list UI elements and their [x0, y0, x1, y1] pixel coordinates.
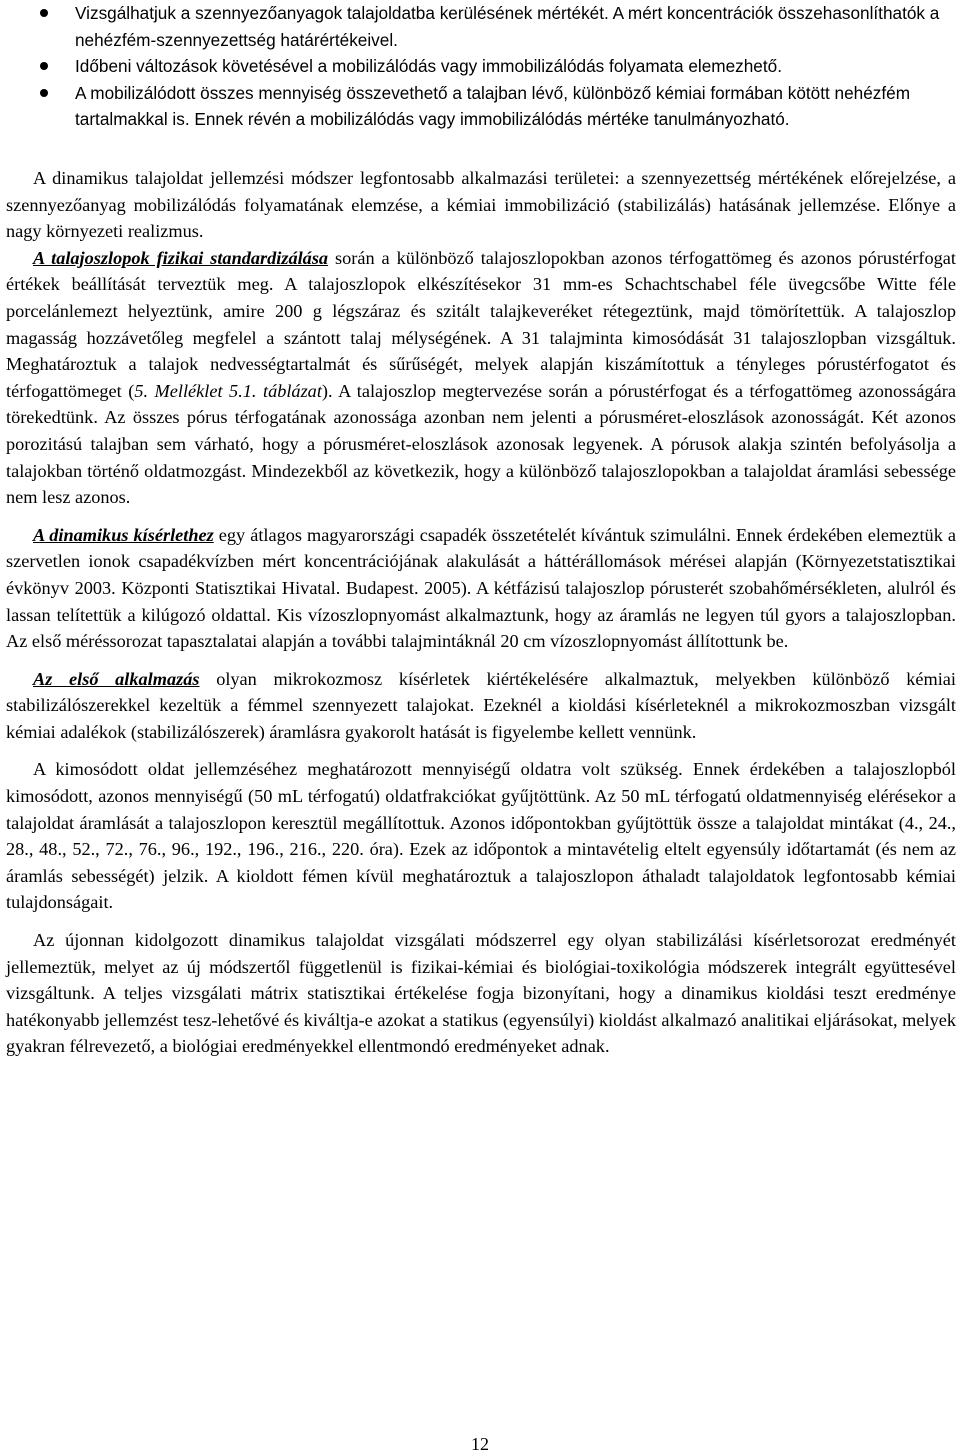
- paragraph-method-summary: Az újonnan kidolgozott dinamikus talajoldat vizsgálati módszerrel egy olyan stabilizálási kísérletsorozat eredményét jellemeztük, melyet az új módszertől függetlenül is fizikai-kémiai és biológiai-toxikológia módszerek integrált együttesével vizsgáltunk. A teljes vizsgálati mátrix statisztikai értékelése fogja bizonyítani, hogy a dinamikus kioldási teszt eredménye hatékonyabb jellemzést tesz-lehetővé és kiváltja-e azokat a statikus (egyensúlyi) kioldást alkalmazó analitikai eljárásokat, melyek gyakran félrevezető, a biológiai eredményekkel ellentmondó eredményeket adnak.: [6, 930, 956, 1057]
- paragraph-dynamic-experiment: [6, 522, 956, 655]
- bullet-icon: [40, 62, 48, 70]
- bullet-text: Időbeni változások követésével a mobilizálódás vagy immobilizálódás folyamata elemezhető.: [75, 56, 782, 76]
- bullet-item: [40, 80, 956, 133]
- emphasized-lead: Az első alkalmazás: [33, 668, 200, 689]
- bullet-item: [40, 0, 956, 53]
- emphasized-lead: A dinamikus kísérlethez: [33, 524, 214, 545]
- bullet-text: Vizsgálhatjuk a szennyezőanyagok talajoldatba kerülésének mértékét. A mért koncentrációk összehasonlíthatók a nehézfém-szennyezettség határértékeivel.: [75, 3, 940, 50]
- paragraph-text: során a különböző talajoszlopokban azonos térfogattömeg és azonos pórustérfogat értékek beállítását terveztük meg. A talajoszlopok elkészítésekor 31 mm-es Schachtschabel féle üvegcsőbe Witte féle porcelánlemezt helyeztünk, amire 200 g légszáraz és szitált talajkeveréket rétegeztünk, majd tömörítettük. A talajoszlop magasság hozzávetőleg megfelel a szántott talaj mélységének. A 31 talajminta kimosódását 31 talajoszlopban vizsgáltuk. Meghatároztuk a talajok nedvességtartalmát és sűrűségét, melyek alapján kiszámítottuk a tényleges pórustérfogatot és térfogattömeget (: [6, 247, 956, 401]
- paragraph-text: egy átlagos magyarországi csapadék összetételét kívántuk szimulálni. Ennek érdekében elemeztük a szervetlen ionok csapadékvízben mért koncentrációjának alakulását a háttérállomások mérései alapján (Környezetstatisztikai évkönyv 2003. Központi Statisztikai Hivatal. Budapest. 2005). A kétfázisú talajoszlop pórusterét szobahőmérsékleten, alulról és lassan telítettük a kilúgozó oldattal. Kis vízoszlopnyomást alkalmaztunk, hogy az áramlás ne legyen túl gyors a talajoszlopban. Az első méréssorozat tapasztalatai alapján a további talajmintáknál 20 cm vízoszlopnyomást állítottunk be.: [6, 524, 956, 652]
- emphasized-lead: A talajoszlopok fizikai standardizálása: [33, 247, 329, 268]
- bullet-item: [40, 53, 956, 80]
- paragraph-leachate: A kimosódott oldat jellemzéséhez meghatározott mennyiségű oldatra volt szükség. Ennek érdekében a talajoszlopból kimosódott, azonos mennyiségű (50 mL térfogatú) oldatfrakciókat gyűjtöttünk. Az 50 mL térfogatú oldatmennyiség elérésekor a talajoldat áramlását a talajoszlopon keresztül megállítottuk. Azonos időpontokban gyűjtöttük össze a talajoldat mintákat (4., 24., 28., 48., 52., 72., 76., 96., 192., 196., 216., 220. óra). Ezek az időpontok a mintavételig eltelt egyensúly időtartamát (és nem az áramlás sebességét) jelzik. A kioldott fémen kívül meghatároztuk a talajoszlopon áthaladt talajoldatok legfontosabb kémiai tulajdonságait.: [6, 759, 956, 913]
- bullet-icon: [40, 89, 48, 97]
- paragraph-text: ). A talajoszlop megtervezése során a pórustérfogat és a térfogattömeg azonosságára törekedtünk. Az összes pórus térfogatának azonossága azonban nem jelenti a pórusméret-eloszlások azonosságát. Két azonos porozitású talajban sem várható, hogy a pórusméret-eloszlások azonosak legyenek. A pórusok alakja szintén befolyásolja a talajokban történő oldatmozgást. Mindezekből az következik, hogy a különböző talajoszlopokban a talajoldat áramlási sebessége nem lesz azonos.: [6, 380, 956, 508]
- appendix-reference: 5. Melléklet 5.1. táblázat: [134, 380, 322, 401]
- paragraph-first-application: [6, 666, 956, 746]
- paragraph-standardization: [6, 245, 956, 511]
- paragraph-applications: A dinamikus talajoldat jellemzési módszer legfontosabb alkalmazási területei: a szennyezettség mértékének előrejelzése, a szennyezőanyag mobilizálódás folyamatának elemzése, a kémiai immobilizáció (stabilizálás) hatásának jellemzése. Előnye a nagy környezeti realizmus.: [6, 168, 956, 242]
- bullet-icon: [40, 9, 48, 17]
- bullet-list: [40, 0, 956, 133]
- paragraph-text: olyan mikrokozmosz kísérletek kiértékelésére alkalmaztuk, melyekben különböző kémiai stabilizálószerekkel kezeltük a fémmel szennyezett talajokat. Ezeknél a kioldási kísérleteknél a mikrokozmoszban vizsgált kémiai adalékok (stabilizálószerek) áramlásra gyakorolt hatását is figyelembe kellett vennünk.: [6, 668, 956, 742]
- page-number: 12: [471, 1434, 489, 1454]
- bullet-text: A mobilizálódott összes mennyiség összevethető a talajban lévő, különböző kémiai formában kötött nehézfém tartalmakkal is. Ennek révén a mobilizálódás vagy immobilizálódás mértéke tanulmányozható.: [75, 82, 911, 129]
- body-text: [6, 165, 956, 1060]
